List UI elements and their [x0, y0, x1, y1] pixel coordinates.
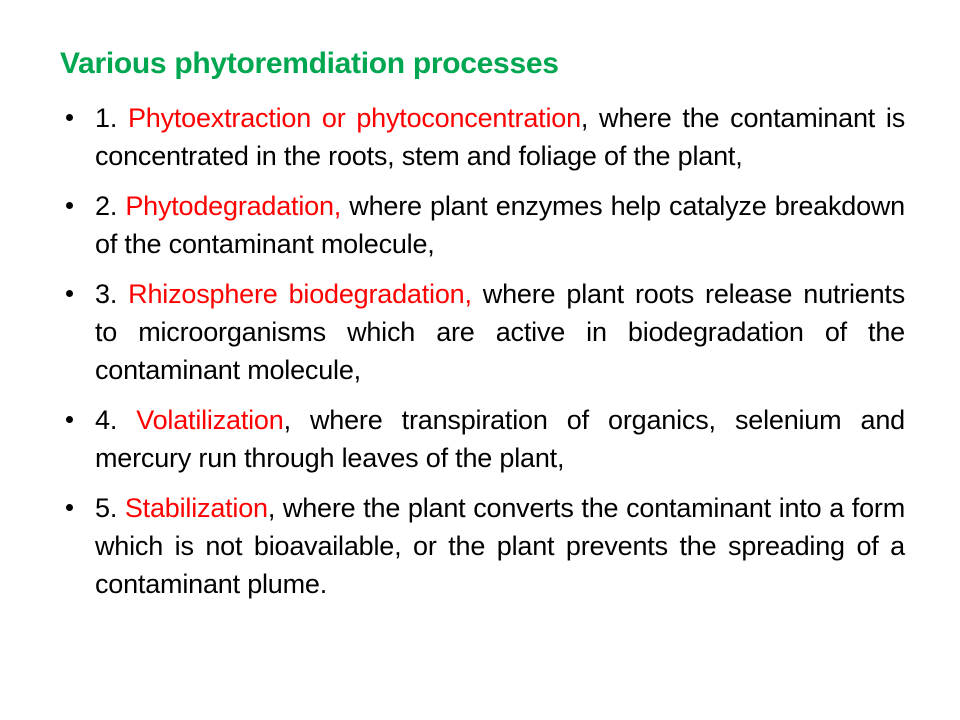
- bullet-highlight-term: Volatilization: [136, 405, 284, 435]
- bullet-item-5: [60, 489, 905, 603]
- bullet-dot-icon: [66, 504, 73, 511]
- bullet-text: [95, 275, 905, 389]
- bullet-highlight-term: Rhizosphere biodegradation,: [128, 279, 472, 309]
- bullet-number: 5.: [95, 493, 125, 523]
- slide-title: Various phytoremdiation processes: [60, 47, 559, 80]
- bullet-dot-icon: [66, 114, 73, 121]
- bullet-body-text: where plant roots release nutrients to microorganisms which are active in biodegradation of the contaminant molecule,: [95, 279, 906, 385]
- bullet-body-text: , where the contaminant is concentrated in the roots, stem and foliage of the plant,: [95, 103, 905, 171]
- bullet-number: 1.: [95, 103, 128, 133]
- bullet-highlight-term: Phytodegradation,: [125, 191, 342, 221]
- bullet-number: 3.: [95, 279, 129, 309]
- bullet-dot-icon: [66, 290, 73, 297]
- bullet-item-1: [60, 99, 905, 175]
- bullet-text: [95, 489, 905, 603]
- bullet-item-3: [60, 275, 905, 389]
- bullet-number: 2.: [95, 191, 126, 221]
- bullet-body-text: where plant enzymes help catalyze breakdown of the contaminant molecule,: [95, 191, 905, 259]
- bullet-body-text: , where the plant converts the contaminant into a form which is not bioavailable, or the plant prevents the spreading of a contaminant plume.: [95, 493, 905, 599]
- bullet-highlight-term: Phytoextraction or phytoconcentration: [127, 103, 581, 133]
- bullet-body-text: , where transpiration of organics, selenium and mercury run through leaves of the plant,: [95, 405, 906, 473]
- bullet-highlight-term: Stabilization: [124, 493, 268, 523]
- bullet-text: [95, 401, 905, 477]
- bullet-dot-icon: [66, 202, 73, 209]
- bullet-number: 4.: [95, 405, 137, 435]
- bullet-dot-icon: [66, 416, 73, 423]
- bullet-item-2: [60, 187, 905, 263]
- bullet-text: [95, 99, 905, 175]
- bullet-text: [95, 187, 905, 263]
- bullet-item-4: [60, 401, 905, 477]
